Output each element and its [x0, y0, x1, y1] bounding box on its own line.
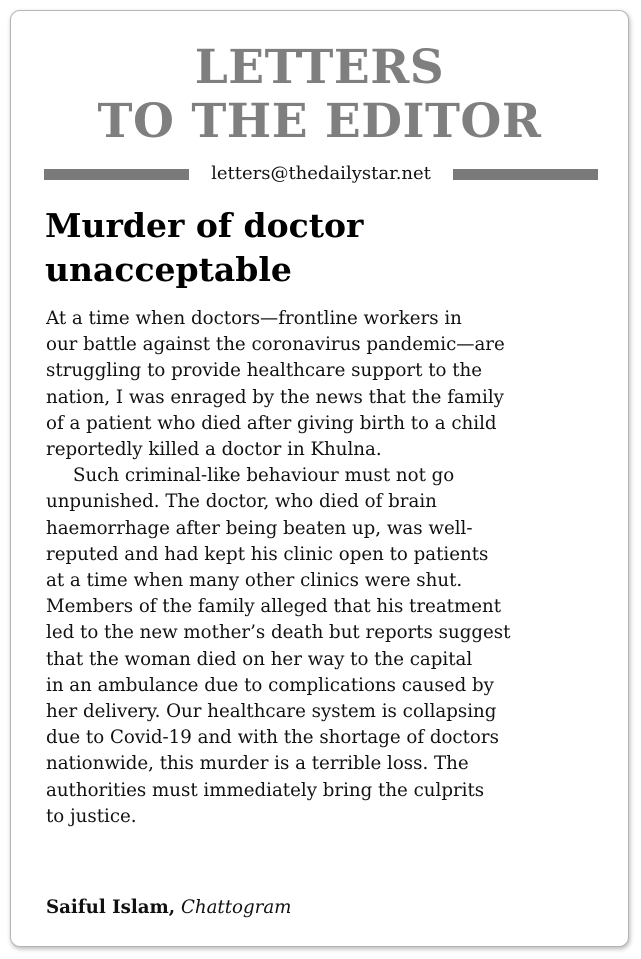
body-line: At a time when doctors—frontline workers in — [46, 308, 462, 329]
letter-signature — [46, 895, 291, 921]
divider-rule-left — [44, 169, 189, 180]
author-name: Saiful Islam, — [46, 897, 176, 918]
author-location: Chattogram — [180, 897, 292, 918]
body-line: to justice. — [46, 805, 137, 827]
body-line: nationwide, this murder is a terrible loss. The — [46, 753, 469, 775]
section-masthead — [11, 41, 628, 149]
headline-line: Murder of doctor — [45, 206, 364, 245]
body-line: Such criminal-like behaviour must not go — [73, 465, 455, 487]
body-line: Members of the family alleged that his treatment — [46, 596, 502, 618]
body-line: of a patient who died after giving birth to a child — [46, 412, 497, 434]
body-line: reputed and had kept his clinic open to patients — [46, 543, 489, 565]
body-line: haemorrhage after being beaten up, was well- — [46, 517, 473, 539]
body-line: in an ambulance due to complications caused by — [46, 674, 494, 696]
masthead-line-2: TO THE EDITOR — [97, 94, 542, 149]
divider-rule-right — [453, 169, 598, 180]
body-line: our battle against the coronavirus pandemic—are — [46, 334, 505, 356]
masthead-line-1: LETTERS — [194, 40, 445, 95]
body-line: led to the new mother’s death but reports suggest — [46, 622, 511, 644]
body-line: nation, I was enraged by the news that the family — [46, 386, 504, 408]
body-line: unpunished. The doctor, who died of brain — [46, 491, 437, 513]
letter-card — [10, 10, 629, 947]
letter-body — [46, 306, 606, 830]
body-line: at a time when many other clinics were shut. — [46, 570, 463, 592]
body-line: reportedly killed a doctor in Khulna. — [46, 439, 382, 461]
body-line: due to Covid-19 and with the shortage of doctors — [46, 727, 499, 749]
body-line: struggling to provide healthcare support to the — [46, 360, 483, 382]
headline-line: unacceptable — [45, 250, 292, 289]
body-line: authorities must immediately bring the culprits — [46, 779, 485, 801]
letter-headline — [45, 204, 605, 292]
body-line: her delivery. Our healthcare system is collapsing — [46, 701, 497, 723]
body-line: that the woman died on her way to the capital — [46, 648, 473, 670]
editor-email: letters@thedailystar.net — [211, 163, 431, 184]
contact-row — [44, 162, 598, 186]
